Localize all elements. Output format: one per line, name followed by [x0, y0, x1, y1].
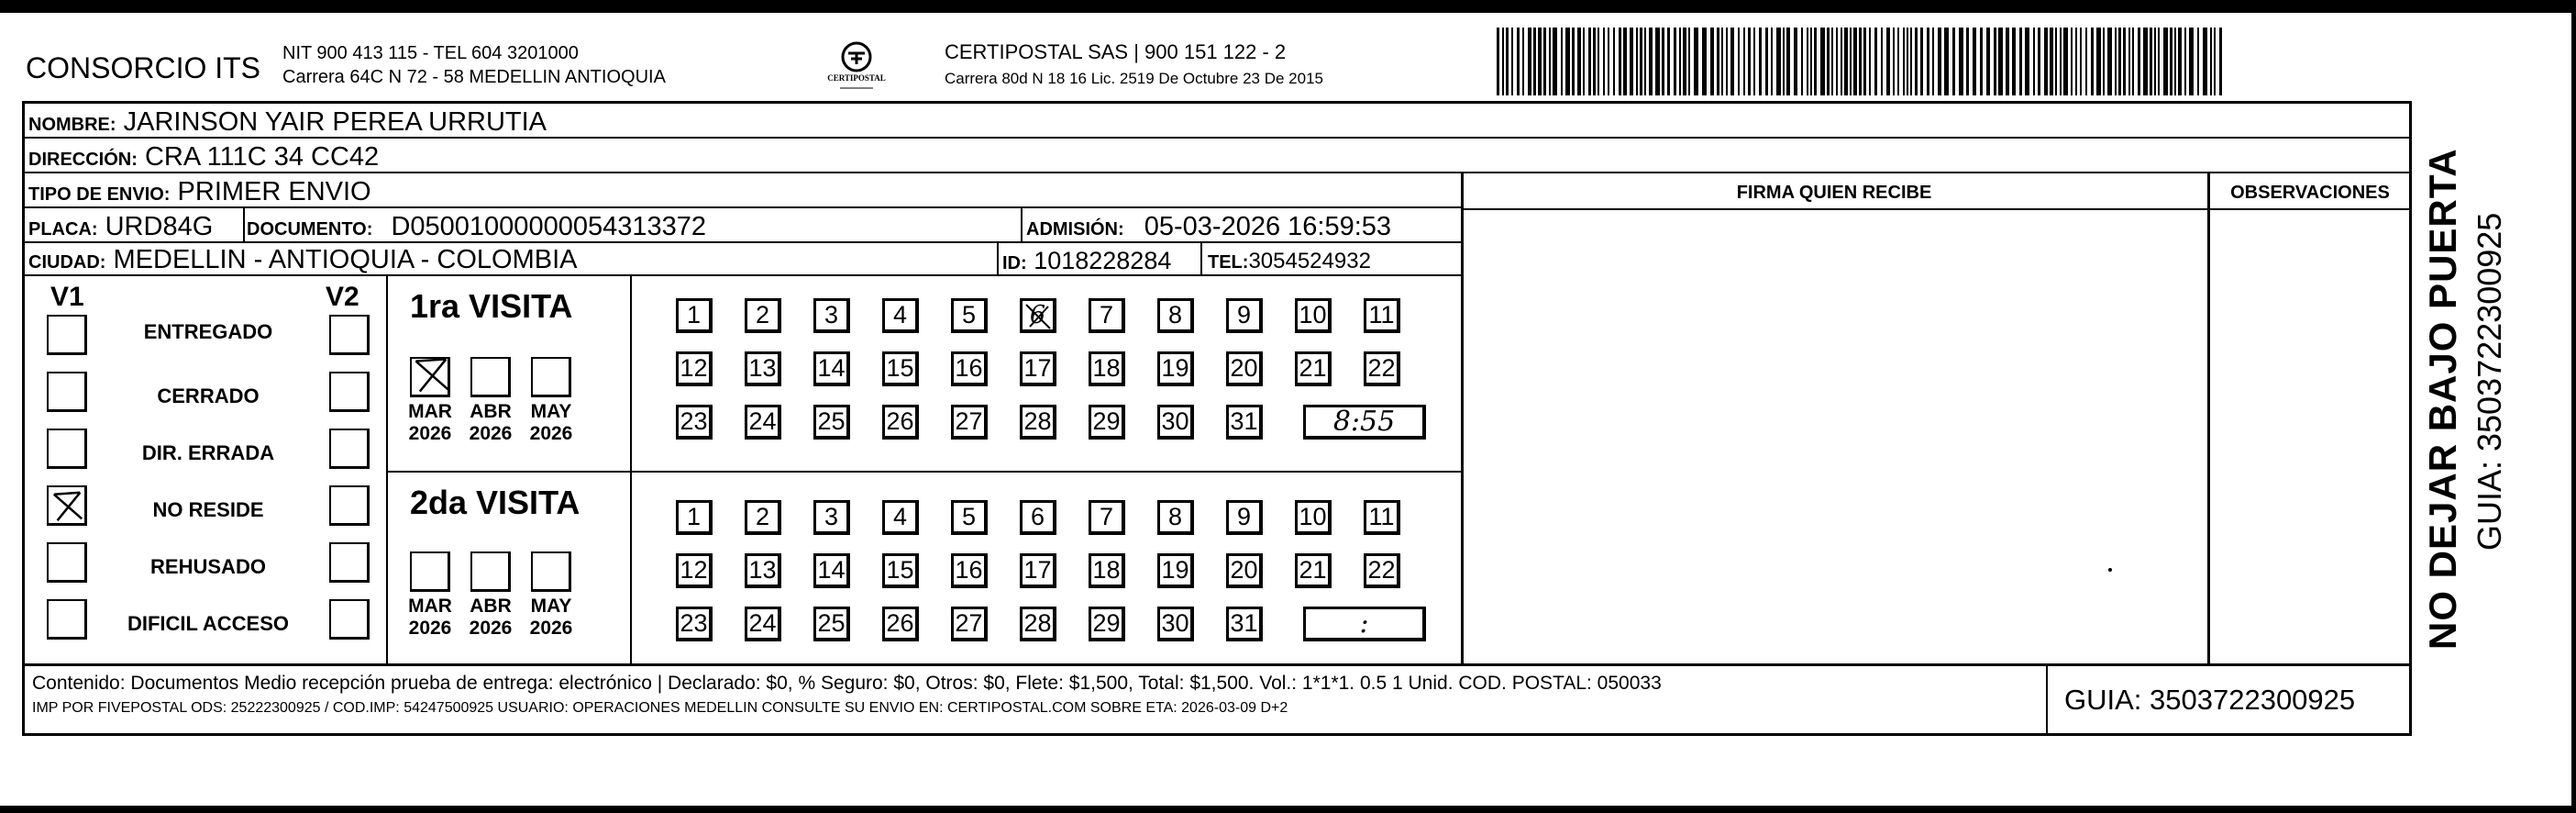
barcode-bar — [1561, 28, 1563, 95]
stray-dot — [2108, 568, 2112, 572]
year-label: 2026 — [469, 423, 513, 444]
barcode-bar — [2150, 28, 2152, 95]
barcode-bar — [2055, 28, 2057, 95]
tel-value: 3054524932 — [1248, 249, 1371, 273]
barcode-bar — [1863, 28, 1866, 95]
second-visit-day-cell[interactable]: 10 — [1295, 500, 1332, 535]
barcode-bar — [1619, 28, 1621, 95]
first-visit-day-cell[interactable]: 30 — [1157, 405, 1194, 440]
plate-label: PLACA: — [28, 219, 98, 239]
v2-checkbox[interactable] — [329, 372, 370, 412]
barcode-bar — [1538, 28, 1542, 95]
barcode-bar — [1903, 28, 1905, 95]
barcode-bar — [2085, 28, 2087, 95]
barcode-bar — [1952, 28, 1955, 95]
first-visit-day-cell[interactable]: 26 — [882, 405, 919, 440]
barcode-bar — [1827, 28, 1830, 95]
barcode-bar — [2060, 28, 2062, 95]
v2-header: V2 — [326, 282, 359, 312]
barcode-bar — [1511, 28, 1513, 95]
recipient-name: JARINSON YAIR PEREA URRUTIA — [123, 107, 547, 137]
first-visit-day-cell[interactable]: 28 — [1020, 405, 1056, 440]
month-label: ABR — [470, 401, 512, 422]
barcode-bar — [1794, 28, 1797, 95]
barcode-bar — [2143, 28, 2148, 95]
year-label: 2026 — [469, 618, 513, 639]
barcode-bar — [1771, 28, 1773, 95]
barcode-bar — [1783, 28, 1785, 95]
barcode-bar — [2219, 28, 2222, 95]
barcode-bar — [1944, 28, 1949, 95]
barcode-bar — [2123, 28, 2126, 95]
barcode-bar — [1966, 28, 1969, 95]
second-visit-month-checkbox[interactable] — [531, 551, 571, 592]
barcode-bar — [1753, 28, 1755, 95]
barcode-bar — [1973, 28, 1976, 95]
barcode-bar — [1502, 28, 1504, 95]
second-visit-day-cell[interactable]: 28 — [1020, 607, 1056, 641]
barcode-bar — [2184, 28, 2186, 95]
status-label: REHUSADO — [150, 555, 266, 578]
tel-label: TEL: — [1208, 252, 1249, 273]
second-visit-day-cell[interactable]: 21 — [1295, 553, 1332, 588]
shipment-row — [25, 173, 1461, 208]
barcode-bar — [2044, 28, 2048, 95]
barcode-bar — [2006, 28, 2009, 95]
barcode-bar — [1517, 28, 1520, 95]
barcode-bar — [1598, 28, 1599, 95]
barcode-bar — [1630, 28, 1633, 95]
barcode-bar — [1986, 28, 1990, 95]
barcode-bar — [2170, 28, 2172, 95]
second-visit-day-cell[interactable]: 15 — [882, 553, 919, 588]
barcode-bar — [1588, 28, 1591, 95]
first-visit-day-cell[interactable]: 10 — [1295, 298, 1332, 333]
barcode-bar — [1613, 28, 1615, 95]
side-warning: NO DEJAR BAJO PUERTA — [2421, 148, 2464, 650]
second-visit-day-cell[interactable]: 14 — [813, 553, 850, 588]
year-label: 2026 — [408, 423, 452, 444]
second-visit-time-field[interactable]: : — [1303, 607, 1426, 641]
barcode-bar — [2080, 28, 2082, 95]
second-visit-day-cell[interactable]: 5 — [951, 500, 988, 535]
barcode-bar — [1765, 28, 1768, 95]
barcode-bar — [2091, 28, 2094, 95]
first-visit-month-checkbox[interactable] — [531, 357, 571, 397]
barcode-bar — [1572, 28, 1575, 95]
right-border — [2571, 0, 2576, 813]
barcode-bar — [1655, 28, 1660, 95]
barcode-bar — [2138, 28, 2140, 95]
barcode-bar — [2163, 28, 2168, 95]
v1-checkbox[interactable] — [47, 542, 87, 583]
document-field — [247, 212, 706, 242]
second-visit-day-cell[interactable]: 26 — [882, 607, 919, 641]
barcode-bar — [1776, 28, 1781, 95]
barcode-bar — [1649, 28, 1653, 95]
barcode-bar — [2075, 28, 2077, 95]
barcode-bar — [1831, 28, 1833, 95]
barcode-bar — [1807, 28, 1808, 95]
barcode-bar — [1679, 28, 1681, 95]
barcode-bar — [2210, 28, 2212, 95]
first-visit-day-cell[interactable]: 29 — [1089, 405, 1125, 440]
first-visit-day-cell[interactable]: 15 — [882, 351, 919, 386]
v2-checkbox[interactable] — [329, 542, 370, 583]
first-visit-day-cell[interactable]: 17 — [1020, 351, 1056, 386]
status-label: DIR. ERRADA — [141, 441, 275, 464]
month-label: ABR — [470, 596, 512, 617]
status-label: CERRADO — [157, 384, 260, 407]
v2-checkbox[interactable] — [329, 315, 370, 355]
barcode-bar — [1853, 28, 1857, 95]
shipment-label: TIPO DE ENVIO: — [28, 184, 171, 205]
status-label: DIFICIL ACCESO — [127, 612, 289, 635]
first-visit-day-cell[interactable]: 25 — [813, 405, 850, 440]
month-label: MAY — [530, 596, 572, 617]
tel-field — [1208, 249, 1371, 274]
barcode-bar — [1721, 28, 1723, 95]
barcode-bar — [1897, 28, 1899, 95]
certipostal-address: Carrera 80d N 18 16 Lic. 2519 De Octubre 23 De 2015 — [945, 70, 1323, 87]
barcode-bar — [2096, 28, 2101, 95]
first-visit-day-cell[interactable]: 7 — [1089, 298, 1125, 333]
document-label: DOCUMENTO: — [247, 219, 373, 239]
second-visit-day-cell[interactable]: 23 — [676, 607, 713, 641]
barcode-bar — [1522, 28, 1524, 95]
barcode-bar — [1549, 28, 1551, 95]
first-visit-day-cell[interactable]: 4 — [882, 298, 919, 333]
second-visit-day-cell[interactable]: 3 — [813, 500, 850, 535]
barcode-bar — [1644, 28, 1646, 95]
barcode-bar — [1910, 28, 1912, 95]
id-value: 1018228284 — [1034, 247, 1172, 274]
footer-print-info: IMP POR FIVEPOSTAL ODS: 25222300925 / COD.IMP: 54247500925 USUARIO: OPERACIONES MEDELLIN CONSULTE SU ENVIO EN: CERTIPOSTAL.COM SOBRE ETA: 2026-03-09 D+2 — [32, 700, 1288, 716]
barcode-bar — [1640, 28, 1642, 95]
barcode-bar — [1683, 28, 1686, 95]
v2-checkbox[interactable] — [329, 485, 370, 526]
barcode-bar — [1915, 28, 1918, 95]
barcode-bar — [1577, 28, 1581, 95]
check-mark-icon — [50, 489, 85, 524]
year-label: 2026 — [529, 618, 573, 639]
barcode-bar — [2115, 28, 2117, 95]
second-visit-day-cell[interactable]: 24 — [745, 607, 781, 641]
barcode-bar — [2197, 28, 2199, 95]
observations-header: OBSERVACIONES — [2230, 183, 2390, 203]
barcode-bar — [1608, 28, 1609, 95]
v1-checkbox[interactable] — [47, 429, 87, 469]
plate-value: URD84G — [105, 212, 214, 241]
name-row — [25, 104, 2409, 139]
footer-guia: GUIA: 3503722300925 — [2064, 684, 2356, 716]
second-visit-day-cell[interactable]: 19 — [1157, 553, 1194, 588]
first-visit-day-cell[interactable]: 8 — [1157, 298, 1194, 333]
first-visit-time-field[interactable]: 8:55 — [1303, 405, 1426, 440]
status-label: ENTREGADO — [143, 320, 273, 343]
barcode-bar — [1994, 28, 1996, 95]
barcode-bar — [2063, 28, 2068, 95]
certipostal-logo-icon — [824, 40, 890, 97]
first-visit-title: 1ra VISITA — [410, 287, 573, 325]
first-visit-day-cell[interactable]: 9 — [1226, 298, 1263, 333]
signature-header: FIRMA QUIEN RECIBE — [1736, 183, 1932, 203]
svg-text:CERTIPOSTAL: CERTIPOSTAL — [827, 73, 886, 83]
v1-checkbox[interactable] — [47, 315, 87, 355]
document-value: D05001000000054313372 — [391, 212, 706, 241]
barcode-bar — [2189, 28, 2194, 95]
barcode — [1497, 28, 2227, 95]
barcode-bar — [1702, 28, 1707, 95]
barcode-bar — [2012, 28, 2016, 95]
first-visit-day-cell[interactable]: 3 — [813, 298, 850, 333]
barcode-bar — [1810, 28, 1812, 95]
company-address: Carrera 64C N 72 - 58 MEDELLIN ANTIOQUIA — [282, 67, 666, 87]
barcode-bar — [1907, 28, 1908, 95]
first-visit-day-cell[interactable]: 2 — [745, 298, 781, 333]
barcode-bar — [1893, 28, 1895, 95]
v1-header: V1 — [50, 282, 84, 312]
certipostal-logo — [824, 40, 890, 97]
v1-checkbox[interactable] — [47, 485, 87, 526]
barcode-bar — [1869, 28, 1871, 95]
barcode-bar — [2019, 28, 2022, 95]
first-visit-day-cell[interactable]: 13 — [745, 351, 781, 386]
barcode-bar — [2103, 28, 2105, 95]
barcode-bar — [1688, 28, 1690, 95]
barcode-bar — [2154, 28, 2156, 95]
year-label: 2026 — [529, 423, 573, 444]
barcode-bar — [1841, 28, 1842, 95]
first-visit-day-cell[interactable]: 27 — [951, 405, 988, 440]
handwritten-mark-icon — [1023, 301, 1054, 332]
company-name: CONSORCIO ITS — [26, 51, 261, 84]
barcode-bar — [1980, 28, 1983, 95]
barcode-bar — [1717, 28, 1719, 95]
second-visit-day-cell[interactable]: 29 — [1089, 607, 1125, 641]
barcode-bar — [2128, 28, 2130, 95]
barcode-bar — [1844, 28, 1848, 95]
barcode-bar — [2203, 28, 2207, 95]
barcode-bar — [1959, 28, 1963, 95]
second-visit-day-cell[interactable]: 13 — [745, 553, 781, 588]
barcode-bar — [1850, 28, 1852, 95]
barcode-bar — [1859, 28, 1862, 95]
second-visit-day-cell[interactable]: 7 — [1089, 500, 1125, 535]
barcode-bar — [1553, 28, 1557, 95]
barcode-bar — [1759, 28, 1762, 95]
shipment-type: PRIMER ENVIO — [177, 177, 371, 206]
barcode-bar — [1874, 28, 1877, 95]
barcode-bar — [1743, 28, 1745, 95]
year-label: 2026 — [408, 618, 452, 639]
barcode-bar — [1583, 28, 1585, 95]
second-visit-day-cell[interactable]: 17 — [1020, 553, 1056, 588]
barcode-bar — [1801, 28, 1803, 95]
barcode-bar — [1920, 28, 1923, 95]
second-visit-day-cell[interactable]: 30 — [1157, 607, 1194, 641]
barcode-bar — [1667, 28, 1670, 95]
barcode-bar — [2174, 28, 2176, 95]
barcode-bar — [1820, 28, 1825, 95]
second-visit-day-cell[interactable]: 2 — [745, 500, 781, 535]
v2-checkbox[interactable] — [329, 429, 370, 469]
first-visit-day-cell[interactable]: 23 — [676, 405, 713, 440]
barcode-bar — [2050, 28, 2053, 95]
barcode-bar — [2158, 28, 2160, 95]
second-visit-day-cell[interactable]: 31 — [1226, 607, 1263, 641]
barcode-bar — [2214, 28, 2216, 95]
second-visit-day-cell[interactable]: 8 — [1157, 500, 1194, 535]
barcode-bar — [1543, 28, 1546, 95]
barcode-bar — [2132, 28, 2134, 95]
city-value: MEDELLIN - ANTIOQUIA - COLOMBIA — [113, 245, 578, 274]
v2-checkbox[interactable] — [329, 599, 370, 640]
barcode-bar — [1528, 28, 1531, 95]
month-label: MAY — [530, 401, 572, 422]
address-label: DIRECCIÓN: — [28, 150, 138, 170]
barcode-bar — [1506, 28, 1509, 95]
first-visit-day-cell[interactable]: 18 — [1089, 351, 1125, 386]
certipostal-title: CERTIPOSTAL SAS | 900 151 122 - 2 — [945, 40, 1287, 63]
city-label: CIUDAD: — [28, 252, 106, 273]
barcode-bar — [2038, 28, 2040, 95]
name-label: NOMBRE: — [28, 115, 116, 135]
barcode-bar — [2033, 28, 2035, 95]
first-visit-day-cell[interactable]: 31 — [1226, 405, 1263, 440]
v1-checkbox[interactable] — [47, 599, 87, 640]
first-visit-day-cell[interactable]: 12 — [676, 351, 713, 386]
second-visit-title: 2da VISITA — [410, 484, 580, 521]
barcode-bar — [1786, 28, 1790, 95]
id-field — [1002, 247, 1171, 275]
second-visit-day-cell[interactable]: 25 — [813, 607, 850, 641]
month-label: MAR — [408, 596, 452, 617]
second-visit-day-cell[interactable]: 11 — [1364, 500, 1400, 535]
side-guia: GUIA: 3503722300925 — [2471, 212, 2508, 551]
id-label: ID: — [1002, 253, 1027, 273]
second-visit-day-cell[interactable]: 9 — [1226, 500, 1263, 535]
second-visit-day-cell[interactable]: 12 — [676, 553, 713, 588]
second-visit-month-checkbox[interactable] — [470, 551, 511, 592]
barcode-bar — [1497, 28, 1499, 95]
barcode-bar — [2107, 28, 2112, 95]
first-visit-day-cell[interactable]: 11 — [1364, 298, 1400, 333]
second-visit-month-checkbox[interactable] — [410, 551, 450, 592]
second-visit-day-cell[interactable]: 20 — [1226, 553, 1263, 588]
first-visit-day-cell[interactable]: 5 — [951, 298, 988, 333]
recipient-address: CRA 111C 34 CC42 — [144, 142, 380, 172]
barcode-bar — [1636, 28, 1638, 95]
barcode-bar — [1738, 28, 1740, 95]
footer-content: Contenido: Documentos Medio recepción prueba de entrega: electrónico | Declarado: $0, % Seguro: $0, Otros: $0, Flete: $1,500, Total: $1,500. Vol.: 1*1*1. 0.5 1 Unid. COD. POSTAL: 050033 — [32, 673, 1662, 694]
first-visit-day-cell[interactable]: 16 — [951, 351, 988, 386]
barcode-bar — [1674, 28, 1676, 95]
barcode-bar — [1814, 28, 1817, 95]
admission-value: 05-03-2026 16:59:53 — [1144, 212, 1392, 241]
first-visit-day-cell[interactable]: 19 — [1157, 351, 1194, 386]
v1-checkbox[interactable] — [47, 372, 87, 412]
barcode-bar — [1886, 28, 1890, 95]
second-visit-day-cell[interactable]: 4 — [882, 500, 919, 535]
second-visit-day-cell[interactable]: 27 — [951, 607, 988, 641]
second-visit-day-cell[interactable]: 6 — [1020, 500, 1056, 535]
barcode-bar — [2178, 28, 2182, 95]
barcode-bar — [1710, 28, 1714, 95]
second-visit-day-cell[interactable]: 22 — [1364, 553, 1400, 588]
barcode-bar — [1623, 28, 1627, 95]
barcode-bar — [2025, 28, 2029, 95]
barcode-bar — [1927, 28, 1929, 95]
barcode-bar — [1932, 28, 1934, 95]
barcode-bar — [1836, 28, 1838, 95]
barcode-bar — [1603, 28, 1605, 95]
first-visit-day-cell[interactable]: 22 — [1364, 351, 1400, 386]
barcode-bar — [1694, 28, 1698, 95]
first-visit-day-cell[interactable]: 1 — [676, 298, 713, 333]
barcode-bar — [1662, 28, 1664, 95]
barcode-bar — [1593, 28, 1596, 95]
month-label: MAR — [408, 401, 452, 422]
first-visit-day-cell[interactable]: 21 — [1295, 351, 1332, 386]
barcode-bar — [1730, 28, 1734, 95]
barcode-bar — [2071, 28, 2073, 95]
bottom-border — [0, 806, 2576, 813]
address-row — [25, 139, 2409, 173]
first-visit-month-checkbox[interactable] — [470, 357, 511, 397]
second-visit-day-cell[interactable]: 16 — [951, 553, 988, 588]
admission-label: ADMISIÓN: — [1026, 219, 1124, 239]
first-visit-day-cell[interactable]: 24 — [745, 405, 781, 440]
top-border — [0, 0, 2576, 13]
first-visit-day-cell[interactable]: 6 — [1020, 298, 1056, 333]
barcode-bar — [1998, 28, 2003, 95]
barcode-bar — [2118, 28, 2121, 95]
second-visit-day-cell[interactable]: 18 — [1089, 553, 1125, 588]
admission-field — [1026, 212, 1391, 242]
second-visit-day-cell[interactable]: 1 — [676, 500, 713, 535]
company-nit: NIT 900 413 115 - TEL 604 3201000 — [282, 43, 579, 63]
barcode-bar — [1726, 28, 1728, 95]
first-visit-day-cell[interactable]: 20 — [1226, 351, 1263, 386]
first-visit-month-checkbox[interactable] — [410, 357, 450, 397]
barcode-bar — [1938, 28, 1941, 95]
status-label: NO RESIDE — [152, 498, 264, 521]
check-mark-icon — [412, 355, 452, 395]
barcode-bar — [1881, 28, 1883, 95]
barcode-bar — [1533, 28, 1536, 95]
barcode-bar — [1565, 28, 1570, 95]
form-main — [22, 101, 2412, 736]
first-visit-day-cell[interactable]: 14 — [813, 351, 850, 386]
barcode-bar — [1748, 28, 1751, 95]
